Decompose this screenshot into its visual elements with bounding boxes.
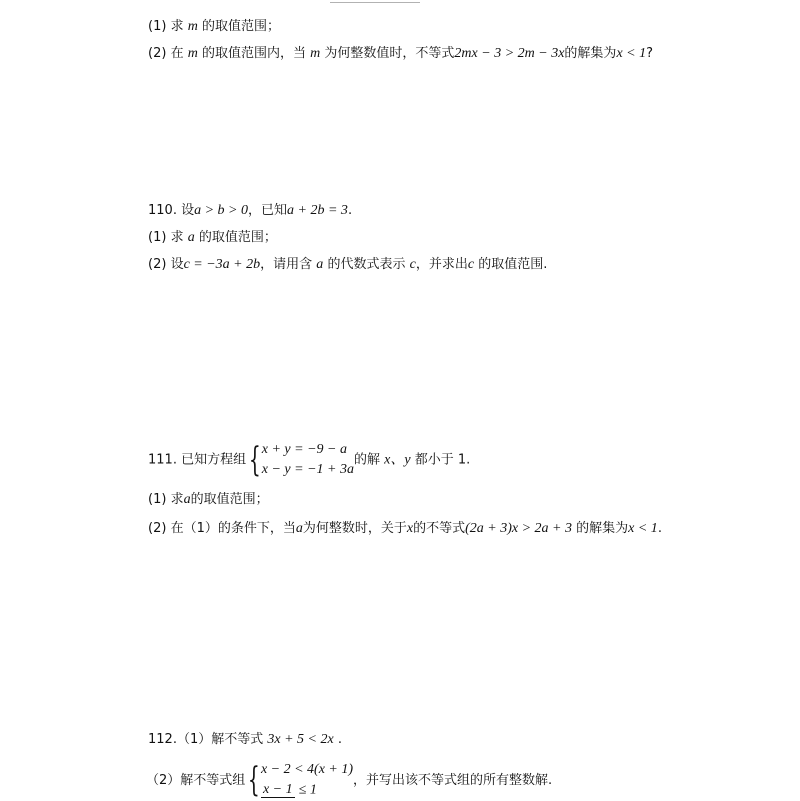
question-number: 112. [148, 732, 177, 747]
question-number: 111. [148, 452, 177, 468]
q111-part2: (2) 在（1）的条件下，当a为何整数时，关于x的不等式(2a + 3)x > 2a + 3 的解集为x < 1. [148, 521, 662, 536]
equation-system: { x + y = −9 − a x − y = −1 + 3a [248, 440, 354, 480]
q109-part2: (2) 在 m 的取值范围内，当 m 为何整数值时，不等式2mx − 3 > 2m − 3x的解集为x < 1? [148, 46, 654, 61]
left-brace-icon: { [248, 760, 261, 801]
q112-part1: 112.（1）解不等式 3x + 5 < 2x . [148, 732, 342, 747]
question-number: 110. [148, 203, 177, 218]
q109-part1: (1) 求 m 的取值范围； [148, 19, 280, 34]
q110-part1: (1) 求 a 的取值范围； [148, 230, 277, 245]
q110-stem: 110. 设a > b > 0，已知a + 2b = 3. [148, 203, 353, 218]
q109-solution: x < 1 [616, 46, 647, 61]
left-brace-icon: { [248, 440, 261, 480]
inequality-system: { x − 2 < 4(x + 1) x − 1 ≤ 1 [248, 760, 354, 801]
q111-stem: 111. 已知方程组{ x + y = −9 − a x − y = −1 + 3a 的解 x、y 都小于 1. [148, 440, 471, 480]
cropped-content-edge [330, 0, 420, 3]
q111-part1: (1) 求a的取值范围； [148, 492, 269, 507]
q110-part2: (2) 设c = −3a + 2b，请用含 a 的代数式表示 c，并求出c 的取值范围. [148, 257, 548, 272]
q111-inequality: (2a + 3)x > 2a + 3 [465, 521, 572, 536]
q109-inequality: 2mx − 3 > 2m − 3x [454, 46, 565, 61]
q112-part2: （2）解不等式组{ x − 2 < 4(x + 1) x − 1 ≤ 1 ，并写出该不等式组的所有整数解. [146, 760, 553, 801]
